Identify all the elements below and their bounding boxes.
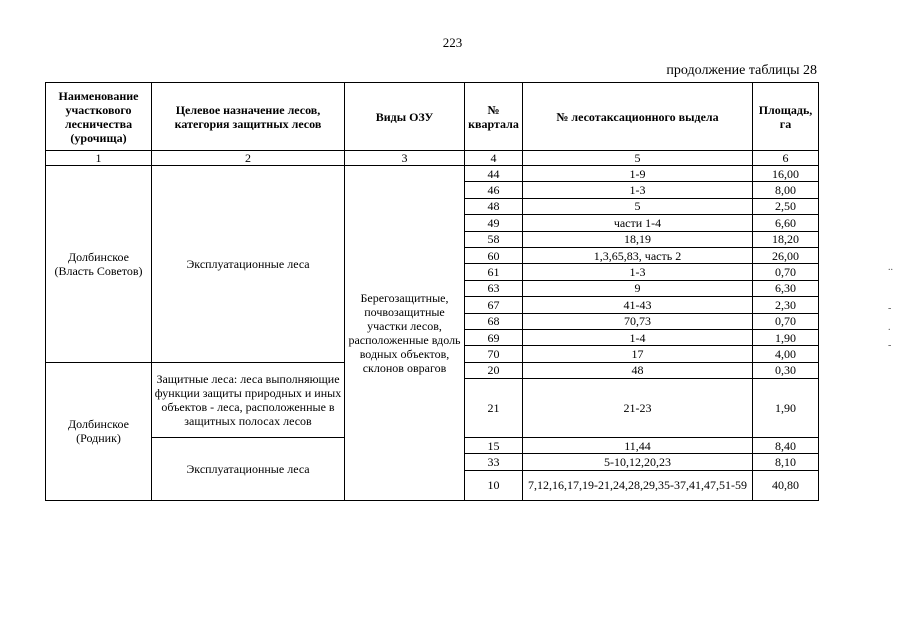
area-cell: 0,70: [753, 313, 819, 329]
quarter-cell: 60: [465, 247, 523, 263]
plot-cell: 18,19: [523, 231, 753, 247]
quarter-cell: 15: [465, 438, 523, 454]
forestry-name: Долбинское (Родник): [46, 362, 152, 500]
plot-cell: 17: [523, 346, 753, 362]
plot-cell: 1-3: [523, 264, 753, 280]
quarter-cell: 10: [465, 470, 523, 500]
area-cell: 1,90: [753, 379, 819, 438]
plot-cell: 1,3,65,83, часть 2: [523, 247, 753, 263]
plot-cell: 48: [523, 362, 753, 378]
area-cell: 2,30: [753, 297, 819, 313]
quarter-cell: 69: [465, 329, 523, 345]
area-cell: 1,90: [753, 329, 819, 345]
column-number: 1: [46, 151, 152, 166]
area-cell: 8,40: [753, 438, 819, 454]
plot-cell: 11,44: [523, 438, 753, 454]
plot-cell: 70,73: [523, 313, 753, 329]
header-area: Площадь, га: [753, 83, 819, 151]
header-forestry: Наименование участкового лесничества (урочища): [46, 83, 152, 151]
header-quarter: № квартала: [465, 83, 523, 151]
plot-cell: части 1-4: [523, 215, 753, 231]
header-purpose: Целевое назначение лесов, категория защитных лесов: [152, 83, 345, 151]
area-cell: 40,80: [753, 470, 819, 500]
plot-cell: 1-4: [523, 329, 753, 345]
quarter-cell: 49: [465, 215, 523, 231]
purpose-category: Эксплуатационные леса: [152, 438, 345, 501]
quarter-cell: 68: [465, 313, 523, 329]
area-cell: 2,50: [753, 198, 819, 214]
plot-cell: 21-23: [523, 379, 753, 438]
column-number: 5: [523, 151, 753, 166]
column-number: 2: [152, 151, 345, 166]
plot-cell: 1-3: [523, 182, 753, 198]
area-cell: 0,30: [753, 362, 819, 378]
area-cell: 6,30: [753, 280, 819, 296]
header-plot: № лесотаксационного выдела: [523, 83, 753, 151]
plot-cell: 5: [523, 198, 753, 214]
area-cell: 18,20: [753, 231, 819, 247]
area-cell: 6,60: [753, 215, 819, 231]
plot-cell: 41-43: [523, 297, 753, 313]
table-row: [46, 166, 819, 182]
purpose-category: Эксплуатационные леса: [152, 166, 345, 363]
area-cell: 4,00: [753, 346, 819, 362]
forest-ozu-table: [45, 82, 819, 501]
scan-mark: .: [888, 322, 891, 333]
area-cell: 8,00: [753, 182, 819, 198]
area-cell: 0,70: [753, 264, 819, 280]
ozu-type: Берегозащитные, почвозащитные участки лесов, расположенные вдоль водных объектов, склонов оврагов: [345, 166, 465, 501]
plot-cell: 5-10,12,20,23: [523, 454, 753, 470]
quarter-cell: 67: [465, 297, 523, 313]
quarter-cell: 58: [465, 231, 523, 247]
quarter-cell: 20: [465, 362, 523, 378]
quarter-cell: 63: [465, 280, 523, 296]
plot-cell: 1-9: [523, 166, 753, 182]
quarter-cell: 70: [465, 346, 523, 362]
scan-mark: -: [888, 340, 892, 351]
quarter-cell: 46: [465, 182, 523, 198]
header-ozu-type: Виды ОЗУ: [345, 83, 465, 151]
purpose-category: Защитные леса: леса выполняющие функции защиты природных и иных объектов - леса, расположенные в защитных полосах лесов: [152, 362, 345, 437]
quarter-cell: 44: [465, 166, 523, 182]
forestry-name: Долбинское (Власть Советов): [46, 166, 152, 363]
page-number: 223: [442, 35, 463, 50]
quarter-cell: 21: [465, 379, 523, 438]
quarter-cell: 61: [465, 264, 523, 280]
quarter-cell: 33: [465, 454, 523, 470]
plot-cell: 9: [523, 280, 753, 296]
table-continuation-label: продолжение таблицы 28: [666, 63, 817, 78]
area-cell: 8,10: [753, 454, 819, 470]
plot-cell: 7,12,16,17,19-21,24,28,29,35-37,41,47,51-59: [523, 470, 753, 500]
quarter-cell: 48: [465, 198, 523, 214]
area-cell: 16,00: [753, 166, 819, 182]
column-number: 6: [753, 151, 819, 166]
scan-mark: -: [888, 303, 892, 314]
scan-mark: ..: [888, 262, 893, 273]
area-cell: 26,00: [753, 247, 819, 263]
column-number: 3: [345, 151, 465, 166]
column-number: 4: [465, 151, 523, 166]
